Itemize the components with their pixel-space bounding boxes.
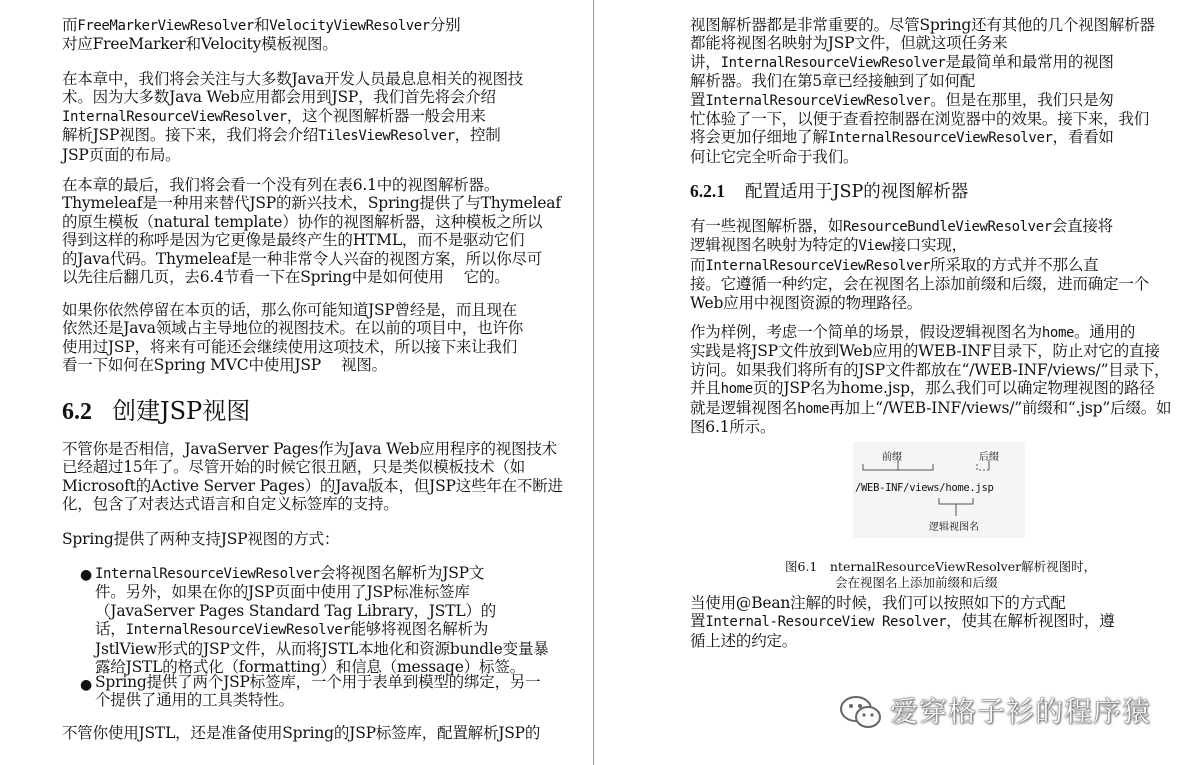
text-line: 循上述的约定。 — [690, 631, 798, 650]
subsection-title: 配置适用于JSP的视图解析器 — [745, 182, 969, 202]
section-title: 创建JSP视图 — [112, 397, 251, 425]
left-page — [0, 0, 592, 765]
text-line: Microsoft的Active Server Pages）的Java版本，但JSP这些年在不断进 — [62, 476, 563, 495]
text-line: （JavaServer Pages Standard Tag Library，JSTL）的 — [95, 601, 497, 620]
text-line: 得到这样的称呼是因为它更像是最终产生的HTML，而不是驱动它们 — [62, 231, 525, 250]
text-line: 何让它完全听命于我们。 — [690, 147, 859, 166]
text-line: InternalResourceViewResolver，这个视图解析器一般会用来 — [62, 106, 486, 125]
text-line: 件。另外，如果在你的JSP页面中使用了JSP标准标签库 — [95, 583, 470, 602]
figure-path: /WEB-INF/views/home.jsp — [855, 482, 994, 494]
text-line: JstlView形式的JSP文件，从而将JSTL本地化和资源bundle变量暴 — [95, 639, 549, 658]
watermark — [838, 690, 1178, 736]
text-line: JSP页面的布局。 — [62, 145, 181, 164]
text-line: 解析器。我们在第5章已经接触到了如何配 — [690, 72, 976, 91]
text-line: 当使用@Bean注解的时候，我们可以按照如下的方式配 — [690, 594, 1066, 612]
paragraph — [62, 724, 540, 742]
text-line: 并且home页的JSP名为home.jsp，那么我们可以确定物理视图的路径 — [690, 379, 1155, 398]
text-line: 露给JSTL的格式化（formatting）和信息（message）标签。 — [95, 658, 525, 677]
page-divider — [593, 0, 594, 765]
subsection-number: 6.2.1 — [690, 181, 725, 201]
text-line: 在本章的最后，我们将会看一个没有列在表6.1中的视图解析器。 — [62, 176, 500, 194]
text-line: 置InternalResourceViewResolver。但是在那里，我们只是匆 — [690, 90, 1114, 109]
section-heading — [62, 396, 250, 427]
text-line: 的原生模板（natural template）协作的视图解析器，这种模板之所以 — [62, 212, 543, 231]
text-line: Spring提供了两个JSP标签库，一个用于表单到模型的绑定，另一 — [95, 673, 541, 691]
text-line: 已经超过15年了。尽管开始的时候它很丑陋，只是类似模板技术（如 — [62, 458, 526, 477]
list-item — [95, 673, 540, 710]
paragraph — [62, 301, 523, 375]
text-line: 置Internal-ResourceView Resolver，使其在解析视图时，遵 — [690, 612, 1115, 631]
text-line: 讲，InternalResourceViewResolver是最简单和最常用的视图 — [690, 52, 1114, 71]
text-line: 逻辑视图名映射为特定的View接口实现， — [690, 236, 967, 255]
text-line: 访问。如果我们将所有的JSP文件都放在“/WEB-INF/views/”目录下， — [690, 360, 1170, 379]
text-line: 在本章中，我们将会关注与大多数Java开发人员最息息相关的视图技 — [62, 70, 524, 88]
text-line: 就是逻辑视图名home再加上“/WEB-INF/views/”前缀和“.jsp”后缀。如 — [690, 398, 1172, 417]
paragraph — [62, 16, 460, 54]
text-line: 的Java代码。Thymeleaf是一种非常令人兴奋的视图方案，所以你尽可 — [62, 249, 543, 268]
text-line: 解析JSP视图。接下来，我们将会介绍TilesViewResolver，控制 — [62, 126, 501, 145]
text-line: 看一下如何在Spring MVC中使用JSP 视图。 — [62, 356, 387, 375]
paragraph — [62, 176, 561, 286]
paragraph — [62, 70, 523, 164]
text-line: 不管你是否相信，JavaServer Pages作为Java Web应用程序的视图技术 — [62, 440, 557, 458]
text-line: 视图解析器都是非常重要的。尽管Spring还有其他的几个视图解析器 — [690, 16, 1155, 34]
section-number: 6.2 — [62, 399, 92, 425]
text-line: 将会更加仔细地了解InternalResourceViewResolver，看看如 — [690, 128, 1114, 147]
figure-suffix-label: 后缀 — [979, 452, 999, 463]
paragraph — [690, 323, 1171, 436]
paragraph — [690, 16, 1155, 166]
figure-prefix-label: 前缀 — [882, 452, 902, 463]
list-item — [95, 564, 549, 676]
text-line: 会在视图名上添加前缀和后缀 — [785, 574, 998, 590]
text-line: 实践是将JSP文件放到Web应用的WEB-INF目录下，防止对它的直接 — [690, 342, 1160, 361]
text-line: 依然还是Java领域占主导地位的视图技术。在以前的项目中，也许你 — [62, 319, 524, 338]
text-line: 个提供了通用的工具类特性。 — [95, 691, 294, 710]
text-line: 使用过JSP，将来有可能还会继续使用这项技术，所以接下来让我们 — [62, 337, 518, 356]
figure-caption — [785, 559, 1096, 591]
text-line: 而FreeMarkerViewResolver和VelocityViewResolver分别 — [62, 16, 461, 34]
figure-name-label: 逻辑视图名 — [929, 522, 979, 533]
text-line: 有一些视图解析器，如ResourceBundleViewResolver会直接将 — [690, 217, 1113, 235]
text-line: 都能将视图名映射为JSP文件，但就这项任务来 — [690, 34, 1008, 53]
text-line: 如果你依然停留在本页的话，那么你可能知道JSP曾经是，而且现在 — [62, 301, 518, 319]
paragraph — [62, 530, 339, 548]
text-line: 图6.1 nternalResourceViewResolver解析视图时， — [785, 558, 1097, 574]
text-line: Web应用中视图资源的物理路径。 — [690, 293, 923, 312]
text-line: 术。因为大多数Java Web应用都会用到JSP，我们首先将会介绍 — [62, 88, 496, 107]
text-line: 而InternalResourceViewResolver所采取的方式并不那么直 — [690, 255, 1099, 274]
bullet-dot: ● — [80, 677, 93, 693]
subsection-heading — [690, 180, 968, 203]
watermark-text: 爱穿格子衫的程序猿 — [890, 695, 1152, 728]
text-line: 化，包含了对表达式语言和自定义标签库的支持。 — [62, 495, 399, 514]
text-line: InternalResourceViewResolver会将视图名解析为JSP文 — [95, 564, 485, 582]
paragraph — [690, 594, 1115, 650]
text-line: 不管你使用JSTL，还是准备使用Spring的JSP标签库，配置解析JSP的 — [62, 724, 541, 742]
text-line: 图6.1所示。 — [690, 418, 776, 437]
figure-6-1 — [853, 442, 1025, 538]
wechat-icon — [838, 694, 884, 732]
paragraph — [62, 440, 563, 514]
text-line: 作为样例，考虑一个简单的场景，假设逻辑视图名为home。通用的 — [690, 323, 1136, 341]
text-line: 接。它遵循一种约定，会在视图名上添加前缀和后缀，进而确定一个 — [690, 275, 1150, 294]
text-line: 以先往后翻几页，去6.4节看一下在Spring中是如何使用 它的。 — [62, 268, 510, 287]
text-line: 忙体验了一下，以便于查看控制器在浏览器中的效果。接下来，我们 — [690, 110, 1150, 129]
right-page — [595, 0, 1190, 765]
paragraph — [690, 217, 1149, 312]
text-line: Spring提供了两种支持JSP视图的方式： — [62, 530, 340, 548]
text-line: 话，InternalResourceViewResolver能够将视图名解析为 — [95, 620, 489, 639]
bullet-dot: ● — [80, 567, 93, 583]
text-line: Thymeleaf是一种用来替代JSP的新兴技术，Spring提供了与Thymeleaf — [62, 194, 561, 213]
text-line: 对应FreeMarker和Velocity模板视图。 — [62, 35, 338, 54]
